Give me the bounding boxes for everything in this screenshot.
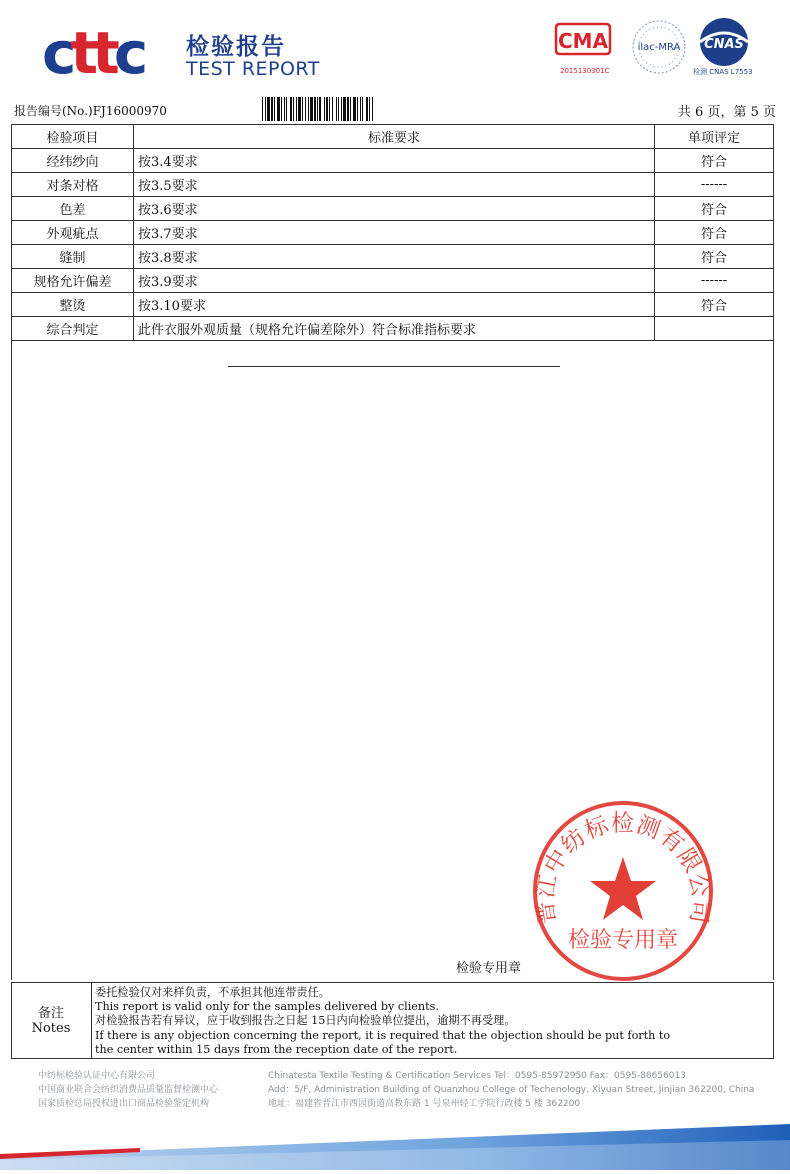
row-item: 经纬纱向	[12, 149, 134, 173]
seal-stamp-text: 检验专用章	[567, 928, 679, 953]
end-divider	[228, 366, 560, 367]
table-header-row	[12, 125, 774, 149]
row-result: ------	[655, 269, 774, 293]
table-row	[12, 245, 774, 269]
footer-org: 国家质检总局授权进出口商品检验鉴定机构	[38, 1099, 210, 1109]
table-row	[12, 173, 774, 197]
footer-left	[38, 1069, 218, 1111]
table-row	[12, 269, 774, 293]
barcode	[262, 97, 376, 121]
table-row	[12, 317, 774, 341]
row-result: 符合	[655, 221, 774, 245]
footer-address-en: Add：5/F, Administration Building of Quanzhou College of Techenology, Xiyuan Street, Jinjian 362200, China	[268, 1085, 755, 1095]
row-item: 规格允许偏差	[12, 269, 134, 293]
page-count: 共 6 页，第 5 页	[677, 105, 776, 120]
header-result: 单项评定	[655, 125, 774, 149]
row-requirement: 按3.6要求	[134, 197, 655, 221]
table-row	[12, 221, 774, 245]
cnas-text: CNAS	[704, 37, 744, 52]
footer-color-band	[0, 1110, 790, 1170]
seal-label: 检验专用章	[456, 961, 522, 976]
row-requirement: 此件衣服外观质量（规格允许偏差除外）符合标准指标要求	[134, 317, 655, 341]
cma-logo	[552, 20, 614, 75]
ilac-mra-logo	[630, 18, 688, 76]
row-item: 整烫	[12, 293, 134, 317]
row-result: 符合	[655, 197, 774, 221]
row-item: 综合判定	[12, 317, 134, 341]
cnas-logo	[693, 16, 755, 78]
report-title-en: TEST REPORT	[186, 58, 320, 80]
row-item: 色差	[12, 197, 134, 221]
footer-org: 中纺标检验认证中心有限公司	[38, 1071, 156, 1081]
footer-org: 中国商业联合会纺织消费品质量监督检测中心	[38, 1085, 219, 1095]
report-title-cn: 检验报告	[186, 34, 286, 60]
notes-line: If there is any objection concerning the report, it is required that the objection should be put forth to	[95, 1028, 671, 1042]
row-requirement: 按3.4要求	[134, 149, 655, 173]
report-number: 报告编号(No.)FJ16000970	[14, 104, 167, 118]
notes-line: 对检验报告若有异议，应于收到报告之日起 15日内向检验单位提出，逾期不再受理。	[95, 1014, 516, 1028]
notes-line: 委托检验仅对来样负责，不承担其他连带责任。	[95, 986, 330, 999]
row-item: 对条对格	[12, 173, 134, 197]
ilac-text: ilac-MRA	[637, 42, 681, 53]
cnas-number: 检测 CNAS L7553	[693, 68, 753, 76]
notes-line: the center within 15 days from the reception date of the report.	[95, 1042, 458, 1056]
row-result: 符合	[655, 293, 774, 317]
footer-contact: Chinatesta Textile Testing & Certification Services Tel：0595-85972950 Fax：0595-88656013	[268, 1071, 686, 1081]
header-item: 检验项目	[12, 125, 134, 149]
logo-mark: cttc	[42, 19, 143, 87]
footer-right	[268, 1069, 754, 1111]
row-item: 外观疵点	[12, 221, 134, 245]
cma-text: CMA	[557, 29, 609, 53]
row-requirement: 按3.5要求	[134, 173, 655, 197]
official-seal	[528, 799, 718, 983]
header-requirement: 标准要求	[134, 125, 655, 149]
row-requirement: 按3.7要求	[134, 221, 655, 245]
cma-number: 2015130301C	[560, 67, 610, 75]
notes-label	[11, 982, 92, 1059]
inspection-table	[11, 124, 774, 341]
cttc-logo	[42, 19, 143, 87]
footer-address-cn: 地址：福建省晋江市西园街道高教东路 1 号泉州轻工学院行政楼 5 楼 362200	[268, 1099, 581, 1109]
notes-text	[95, 986, 670, 1057]
row-result	[655, 317, 774, 341]
row-result: 符合	[655, 149, 774, 173]
notes-label-en: Notes	[31, 1021, 71, 1036]
row-requirement: 按3.8要求	[134, 245, 655, 269]
row-requirement: 按3.9要求	[134, 269, 655, 293]
row-result: 符合	[655, 245, 774, 269]
table-row	[12, 197, 774, 221]
table-row	[12, 293, 774, 317]
row-item: 缝制	[12, 245, 134, 269]
row-requirement: 按3.10要求	[134, 293, 655, 317]
seal-org-text: 晋江中纺标检测有限公司	[532, 810, 714, 926]
notes-line: This report is valid only for the samples delivered by clients.	[95, 1000, 439, 1014]
row-result: ------	[655, 173, 774, 197]
notes-label-cn: 备注	[37, 1006, 64, 1021]
table-row	[12, 149, 774, 173]
